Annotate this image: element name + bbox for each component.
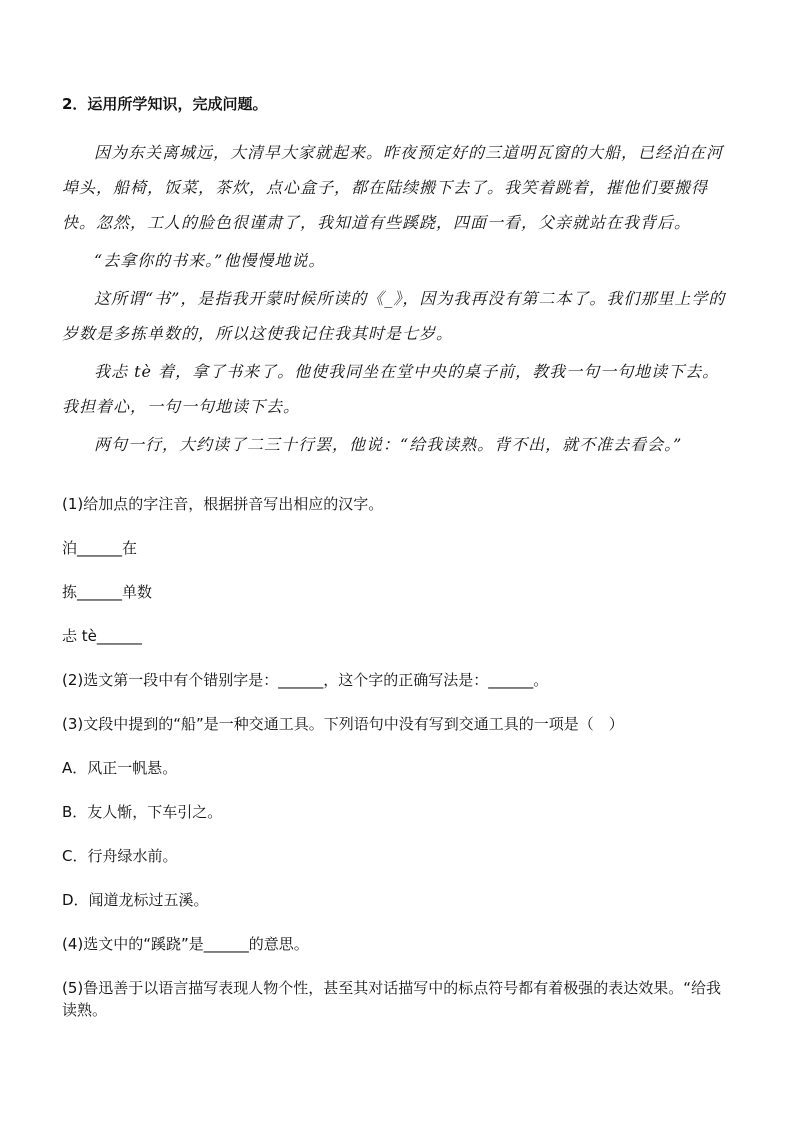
sub-question-3: (3)文段中提到的“船”是一种交通工具。下列语句中没有写到交通工具的一项是（ ）	[62, 715, 624, 733]
pinyin-blank-bo: 泊______在	[62, 539, 138, 557]
passage-excerpt	[62, 135, 732, 462]
sub-question-5: (5)鲁迅善于以语言描写表现人物个性，甚至其对话描写中的标点符号都有着极强的表达效果。“给我读熟。	[62, 979, 722, 1019]
question-2-heading: 2．运用所学知识，完成问题。	[62, 95, 268, 113]
passage-paragraph-4: 我忐 tè 着，拿了书来了。他使我同坐在堂中央的桌子前，教我一句一句地读下去。我担着心，一句一句地读下去。	[62, 362, 720, 416]
option-a: A．风正一帆悬。	[62, 759, 178, 777]
passage-paragraph-5: 两句一行，大约读了二三十行罢，他说：“给我读熟。背不出，就不准去看会。”	[94, 435, 683, 454]
passage-paragraph-3: 这所谓“书”，是指我开蒙时候所读的《_》，因为我再没有第二本了。我们那里上学的岁数是多拣单数的，所以这使我记住我其时是七岁。	[62, 289, 726, 343]
pinyin-blank-te: 忐 tè______	[62, 627, 142, 645]
passage-paragraph-2: “去拿你的书来。”他慢慢地说。	[94, 251, 326, 270]
option-c: C．行舟绿水前。	[62, 847, 178, 865]
sub-questions	[62, 493, 732, 1021]
passage-paragraph-1: 因为东关离城远，大清早大家就起来。昨夜预定好的三道明瓦窗的大船，已经泊在河埠头，船椅，饭菜，茶炊，点心盒子，都在陆续搬下去了。我笑着跳着，摧他们要搬得快。忽然，工人的脸色很谨肃了，我知道有些蹊跷，四面一看，父亲就站在我背后。	[62, 143, 724, 232]
sub-question-4: (4)选文中的“蹊跷”是______的意思。	[62, 935, 309, 953]
sub-question-2: (2)选文第一段中有个错别字是：______，这个字的正确写法是：______。	[62, 671, 549, 689]
sub-question-1: (1)给加点的字注音，根据拼音写出相应的汉字。	[62, 495, 384, 513]
pinyin-blank-jian: 拣______单数	[62, 583, 153, 601]
option-d: D．闻道龙标过五溪。	[62, 891, 209, 909]
option-b: B．友人惭，下车引之。	[62, 803, 223, 821]
